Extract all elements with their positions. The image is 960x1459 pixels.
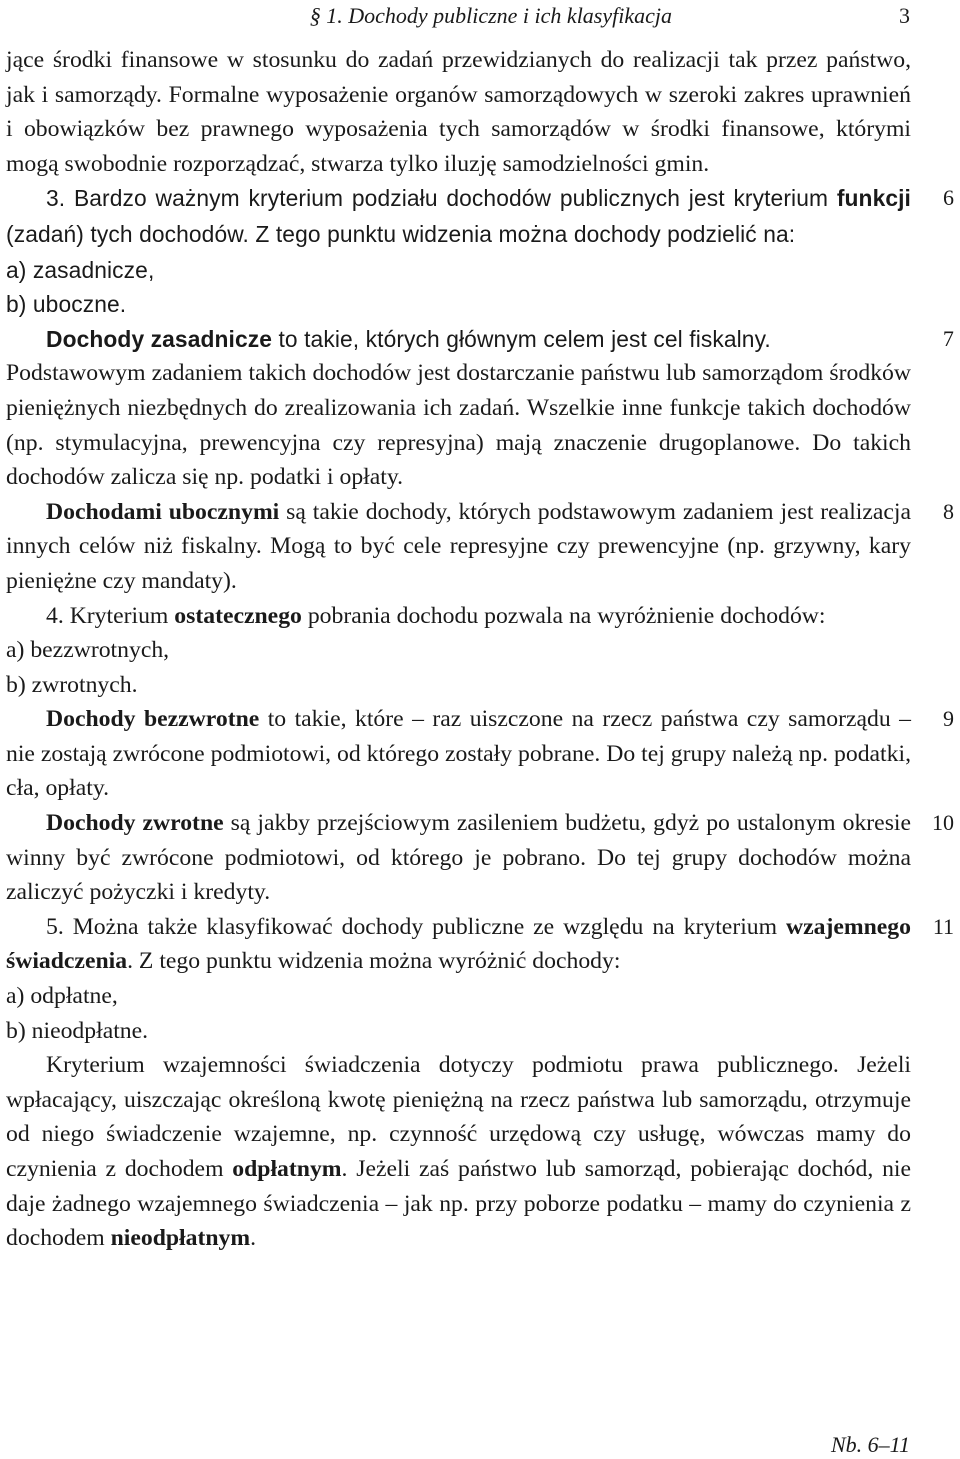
bold-term: odpłatnym [232,1156,342,1182]
marginal-range-footer: Nb. 6–11 [830,1432,910,1457]
paragraph-continuation: jące środki finansowe w stosunku do zadań przewidzianych do realizacji tak przez państwo, jak i samorządy. Formalne wyposażenie organów samorządowych w szeroki zakres uprawnień i obowiązków bez prawnego wyposażenia tych samorządów w środki finansowe, którymi mogą swobodnie rozporządzać, stwarza tylko iluzję samodzielności gmin. [6,47,911,177]
list-item: b) zwrotnych. [6,671,138,698]
bold-term: wzajemnego świadczenia [6,913,911,975]
paragraph-mutuality: Kryterium wzajemności świadczenia dotyczy podmiotu prawa publicznego. Jeżeli wpłacający, uiszczając określoną kwotę pieniężną na rzecz państwa lub samorządu, otrzymuje od niego świadczenie wzajemne, np. czynność urzędową czy usługę, wówczas mamy do czynienia z dochodem odpłatnym. Jeżeli zaś państwo lub samorząd, pobierając dochód, nie daje żadnego wzajemnego świadczenia – jak np. przy poborze podatku – mamy do czynienia z dochodem nieodpłatnym. [6,1052,912,1252]
page-header [0,3,960,33]
margin-number: 9 [943,706,954,732]
margin-number: 6 [943,185,954,211]
page-body [6,43,954,1256]
bold-term: Dochodami ubocznymi [46,498,280,525]
list-item: a) bezzwrotnych, [6,637,170,664]
list-item: a) odpłatne, [6,983,118,1010]
paragraph-main-income: Dochody zasadnicze to takie, których głównym celem jest cel fiskalny. 7 [6,322,911,357]
margin-number: 10 [932,810,954,836]
bold-term: funkcji [836,185,911,212]
paragraph-number: 4. [46,602,64,629]
paragraph-non-refundable: Dochody bezzwrotne to takie, które – raz uiszczone na rzecz państwa czy samorządu – nie zostają zwrócone podmiotowi, od którego zostały pobrane. Do tej grupy należą np. podatki, cła, opłaty. 9 [6,702,911,806]
paragraph-criterion-4: 4. Kryterium ostatecznego pobrania dochodu pozwala na wyróżnienie dochodów: [46,602,826,629]
paragraph-refundable: Dochody zwrotne są jakby przejściowym zasileniem budżetu, gdyż po ustalonym okresie winny być zwrócone podmiotowi, od którego je pobrano. Do tej grupy dochodów można zaliczyć pożyczki i kredyty. 10 [6,806,911,910]
bold-term: nieodpłatnym [110,1225,251,1252]
margin-number: 8 [943,498,954,524]
bold-term: ostatecznego [174,602,302,629]
margin-number: 7 [942,325,954,351]
paragraph-criterion-3: 3. Bardzo ważnym kryterium podziału dochodów publicznych jest kryterium funkcji (zadań) tych dochodów. Z tego punktu widzenia można dochody podzielić na: 6 [6,181,911,252]
paragraph-side-income: Dochodami ubocznymi są takie dochody, których podstawowym zadaniem jest realizacja innych celów niż fiskalny. Mogą to być cele represyjne czy prewencyjne (np. grzywny, kary pieniężne czy mandaty). 8 [6,495,911,599]
margin-number: 11 [932,913,954,939]
list-item: b) nieodpłatne. [6,1017,149,1044]
paragraph-main-income-body: Podstawowym zadaniem takich dochodów jest dostarczanie państwu lub samorządom środków pieniężnych niezbędnych do zrealizowania ich zadań. Wszelkie inne funkcje takich dochodów (np. stymulacyjna, prewencyjna czy represyjna) mają znaczenie drugoplanowe. Do takich dochodów zalicza się np. podatki i opłaty. [6,360,911,491]
page-number: 3 [899,3,910,28]
paragraph-criterion-5: 5. Można także klasyfikować dochody publiczne ze względu na kryterium wzajemnego świadczenia. Z tego punktu widzenia można wyróżnić dochody: 11 [6,910,911,979]
bold-term: Dochody zasadnicze [46,325,273,352]
list-item: a) zasadnicze, [6,256,155,283]
running-head: § 1. Dochody publiczne i ich klasyfikacja [309,3,672,28]
bold-term: Dochody bezzwrotne [46,706,260,733]
paragraph-number: 3. [46,185,66,212]
list-item: b) uboczne. [6,291,127,318]
bold-term: Dochody zwrotne [46,810,224,837]
